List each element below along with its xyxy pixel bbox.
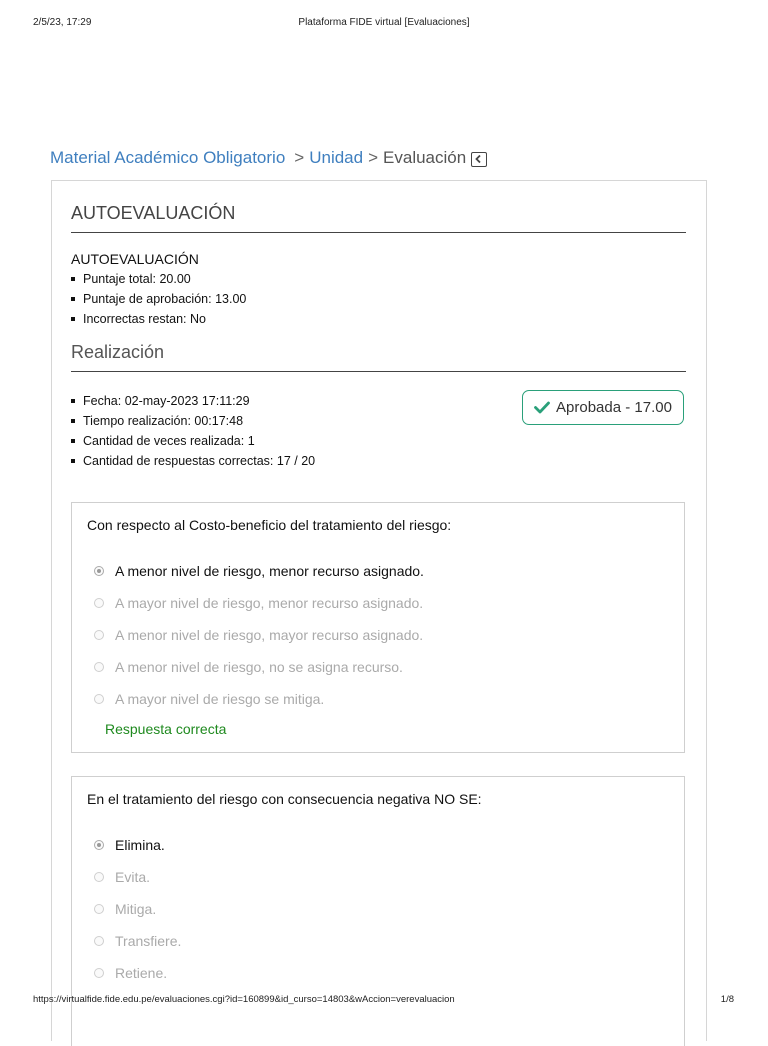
list-item: Cantidad de respuestas correctas: 17 / 20 — [71, 451, 315, 471]
breadcrumb-separator: > — [294, 148, 305, 167]
option-item[interactable]: Evita. — [94, 861, 181, 893]
radio-icon[interactable] — [94, 662, 104, 672]
option-item[interactable]: Retiene. — [94, 957, 181, 989]
breadcrumb-current: Evaluación — [383, 148, 467, 167]
print-header — [0, 17, 768, 31]
question-options — [94, 829, 181, 989]
list-item: Puntaje de aprobación: 13.00 — [71, 289, 246, 309]
page-number: 1/8 — [720, 994, 734, 1005]
list-item: Tiempo realización: 00:17:48 — [71, 411, 315, 431]
radio-icon[interactable] — [94, 598, 104, 608]
radio-selected-icon[interactable] — [94, 840, 104, 850]
breadcrumb-link-unidad[interactable]: Unidad — [309, 148, 364, 167]
option-item[interactable]: Mitiga. — [94, 893, 181, 925]
radio-icon[interactable] — [94, 694, 104, 704]
option-item[interactable]: Transfiere. — [94, 925, 181, 957]
status-badge-label: Aprobada - 17.00 — [556, 399, 672, 416]
radio-icon[interactable] — [94, 968, 104, 978]
option-item[interactable]: A menor nivel de riesgo, menor recurso asignado. — [94, 555, 424, 587]
option-item[interactable]: A menor nivel de riesgo, mayor recurso asignado. — [94, 619, 424, 651]
breadcrumb-link-material[interactable]: Material Académico Obligatorio — [50, 148, 286, 167]
section-title-autoevaluacion: AUTOEVALUACIÓN — [71, 203, 686, 233]
question-card — [71, 502, 685, 753]
question-text: En el tratamiento del riesgo con consecuencia negativa NO SE: — [87, 791, 482, 807]
list-item: Fecha: 02-may-2023 17:11:29 — [71, 391, 315, 411]
evaluation-panel — [51, 180, 707, 1041]
subtitle-autoevaluacion: AUTOEVALUACIÓN — [71, 251, 199, 267]
option-item[interactable]: A mayor nivel de riesgo se mitiga. — [94, 683, 424, 715]
option-item[interactable]: A mayor nivel de riesgo, menor recurso asignado. — [94, 587, 424, 619]
score-info-list — [71, 269, 246, 329]
print-date: 2/5/23, 17:29 — [33, 17, 92, 28]
print-footer — [0, 994, 768, 1008]
back-arrow-icon[interactable] — [471, 152, 487, 167]
radio-selected-icon[interactable] — [94, 566, 104, 576]
option-item[interactable]: A menor nivel de riesgo, no se asigna recurso. — [94, 651, 424, 683]
radio-icon[interactable] — [94, 904, 104, 914]
status-badge — [522, 390, 684, 425]
question-text: Con respecto al Costo-beneficio del tratamiento del riesgo: — [87, 517, 452, 533]
attempt-info-list — [71, 391, 315, 471]
radio-icon[interactable] — [94, 630, 104, 640]
list-item: Incorrectas restan: No — [71, 309, 246, 329]
section-title-realizacion: Realización — [71, 342, 686, 372]
question-options — [94, 555, 424, 715]
list-item: Puntaje total: 20.00 — [71, 269, 246, 289]
checkmark-icon — [534, 401, 550, 414]
list-item: Cantidad de veces realizada: 1 — [71, 431, 315, 451]
radio-icon[interactable] — [94, 872, 104, 882]
answer-result: Respuesta correcta — [105, 721, 227, 737]
option-item[interactable]: Elimina. — [94, 829, 181, 861]
print-title: Plataforma FIDE virtual [Evaluaciones] — [298, 17, 470, 28]
breadcrumb — [50, 148, 487, 168]
print-url: https://virtualfide.fide.edu.pe/evaluaciones.cgi?id=160899&id_curso=14803&wAccion=verevaluacion — [33, 994, 455, 1005]
breadcrumb-separator: > — [368, 148, 379, 167]
radio-icon[interactable] — [94, 936, 104, 946]
